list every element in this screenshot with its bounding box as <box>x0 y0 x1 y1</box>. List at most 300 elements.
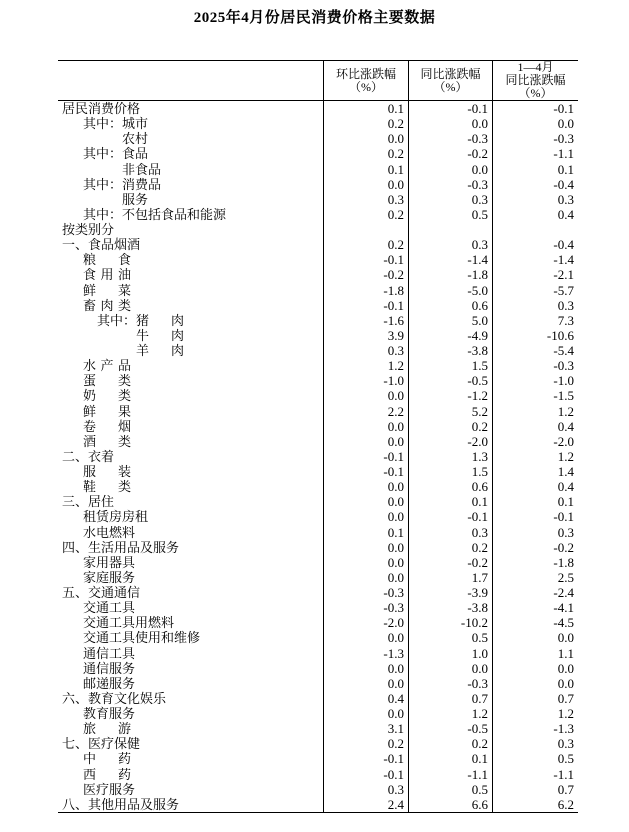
row-label-text: 酒类 <box>83 433 131 449</box>
table-row <box>58 313 578 328</box>
table-row <box>58 661 578 676</box>
table-row <box>58 343 578 358</box>
cell-mom: 0.0 <box>323 555 408 570</box>
cell-mom: 0.0 <box>323 570 408 585</box>
row-label <box>58 192 323 207</box>
cell-ytd: 0.7 <box>492 782 578 797</box>
cell-yoy: 0.2 <box>408 419 492 434</box>
table-row <box>58 207 578 222</box>
cell-yoy: -0.3 <box>408 676 492 691</box>
row-label <box>58 736 323 751</box>
column-header-line: 同比涨跌幅 <box>505 73 566 87</box>
cell-yoy <box>408 222 492 237</box>
corner-cell <box>58 61 323 100</box>
row-label-text: 服务 <box>122 191 149 207</box>
cell-ytd: 7.3 <box>492 313 578 328</box>
cell-mom: -0.1 <box>323 298 408 313</box>
cell-mom <box>323 222 408 237</box>
table-row <box>58 600 578 615</box>
cell-mom: 0.2 <box>323 237 408 252</box>
row-label-text: 鞋类 <box>83 479 131 495</box>
cell-yoy: 0.2 <box>408 736 492 751</box>
cell-yoy: -3.8 <box>408 600 492 615</box>
row-label-text: 农村 <box>122 131 149 147</box>
row-label <box>58 479 323 494</box>
cell-ytd: 0.4 <box>492 479 578 494</box>
row-label-text: 通信工具 <box>83 645 136 661</box>
cell-mom: -0.1 <box>323 751 408 766</box>
cell-ytd: -1.8 <box>492 555 578 570</box>
cell-mom: 0.0 <box>323 479 408 494</box>
cell-mom: 0.3 <box>323 192 408 207</box>
cell-mom: 2.4 <box>323 797 408 812</box>
row-label-text: 中药 <box>83 751 131 767</box>
row-label <box>58 343 323 358</box>
cell-mom: 3.9 <box>323 328 408 343</box>
cell-yoy: 0.3 <box>408 237 492 252</box>
cell-ytd: -0.4 <box>492 237 578 252</box>
cell-yoy: 1.7 <box>408 570 492 585</box>
cell-yoy: 0.1 <box>408 751 492 766</box>
cell-yoy: -4.9 <box>408 328 492 343</box>
cell-ytd: -0.3 <box>492 358 578 373</box>
cell-ytd: 0.3 <box>492 298 578 313</box>
cell-mom: 0.2 <box>323 146 408 161</box>
cell-yoy: 1.5 <box>408 464 492 479</box>
row-label <box>58 419 323 434</box>
cell-ytd: -5.7 <box>492 283 578 298</box>
cell-ytd <box>492 222 578 237</box>
table-row <box>58 585 578 600</box>
table-row <box>58 237 578 252</box>
cell-yoy: 0.2 <box>408 540 492 555</box>
row-label <box>58 540 323 555</box>
cell-mom: -0.1 <box>323 449 408 464</box>
cell-yoy: -3.8 <box>408 343 492 358</box>
column-header-yoy <box>408 61 492 100</box>
cell-ytd: 1.2 <box>492 706 578 721</box>
row-label-text: 鲜菜 <box>83 282 131 298</box>
cell-ytd: 0.3 <box>492 192 578 207</box>
row-label-text: 水电燃料 <box>83 524 136 540</box>
table-row <box>58 509 578 524</box>
row-label <box>58 797 323 812</box>
row-label <box>58 131 323 146</box>
cell-ytd: 0.3 <box>492 525 578 540</box>
table-row <box>58 146 578 161</box>
row-label-text: 卷烟 <box>83 418 131 434</box>
cell-ytd: 1.2 <box>492 449 578 464</box>
column-header-line: 1—4月 <box>517 60 554 74</box>
cell-mom: 0.0 <box>323 706 408 721</box>
cell-mom: -2.0 <box>323 615 408 630</box>
row-label <box>58 283 323 298</box>
table-row <box>58 630 578 645</box>
cell-mom: 0.2 <box>323 736 408 751</box>
cell-mom: 0.4 <box>323 691 408 706</box>
cell-yoy: 0.5 <box>408 630 492 645</box>
cell-yoy: 0.3 <box>408 192 492 207</box>
table-row <box>58 358 578 373</box>
row-label <box>58 237 323 252</box>
table-row <box>58 782 578 797</box>
cell-yoy: -1.8 <box>408 267 492 282</box>
row-label-text: 蛋类 <box>83 373 131 389</box>
row-label <box>58 298 323 313</box>
cell-yoy: -0.2 <box>408 555 492 570</box>
cell-mom: 0.0 <box>323 540 408 555</box>
cell-ytd: -1.3 <box>492 721 578 736</box>
row-label-prefix: 其中： <box>83 176 123 192</box>
row-label <box>58 509 323 524</box>
table-row <box>58 192 578 207</box>
row-label <box>58 207 323 222</box>
row-label-text: 一、食品烟酒 <box>62 237 141 253</box>
cell-yoy: 0.0 <box>408 661 492 676</box>
row-label-text: 按类别分 <box>62 222 115 237</box>
cell-mom: 3.1 <box>323 721 408 736</box>
cell-mom: -0.2 <box>323 267 408 282</box>
table-row <box>58 328 578 343</box>
row-label-text: 医疗服务 <box>83 781 136 797</box>
cell-ytd: 0.0 <box>492 630 578 645</box>
cell-yoy: -10.2 <box>408 615 492 630</box>
cell-yoy: 0.0 <box>408 162 492 177</box>
cell-yoy: 1.2 <box>408 706 492 721</box>
table-row <box>58 464 578 479</box>
table-row <box>58 298 578 313</box>
cell-yoy: -0.1 <box>408 509 492 524</box>
cell-yoy: 6.6 <box>408 797 492 812</box>
cell-yoy: -1.2 <box>408 388 492 403</box>
table-row <box>58 494 578 509</box>
row-label <box>58 146 323 161</box>
row-label <box>58 177 323 192</box>
row-label-text: 食用油 <box>83 267 131 283</box>
cell-ytd: -1.5 <box>492 388 578 403</box>
cell-yoy: 0.0 <box>408 116 492 131</box>
cell-mom: 2.2 <box>323 404 408 419</box>
table-row <box>58 479 578 494</box>
table-row <box>58 388 578 403</box>
row-label-prefix: 其中： <box>83 116 123 132</box>
cell-yoy: -0.1 <box>408 101 492 116</box>
row-label <box>58 570 323 585</box>
row-label-text: 消费品 <box>122 176 162 192</box>
row-label <box>58 555 323 570</box>
cell-mom: 0.0 <box>323 509 408 524</box>
cell-ytd: 1.4 <box>492 464 578 479</box>
row-label <box>58 494 323 509</box>
row-label-text: 羊肉 <box>136 343 184 358</box>
cpi-table <box>58 60 578 813</box>
table-row <box>58 797 578 812</box>
table-row <box>58 540 578 555</box>
row-label <box>58 388 323 403</box>
cell-ytd: -0.3 <box>492 131 578 146</box>
cell-ytd: 0.4 <box>492 207 578 222</box>
table-row <box>58 736 578 751</box>
cell-ytd: -0.2 <box>492 540 578 555</box>
cell-yoy: 0.1 <box>408 494 492 509</box>
row-label-text: 居民消费价格 <box>62 101 141 116</box>
row-label-prefix: 其中： <box>97 312 137 328</box>
table-row <box>58 615 578 630</box>
cell-yoy: 0.6 <box>408 479 492 494</box>
cell-mom: 0.1 <box>323 525 408 540</box>
row-label <box>58 751 323 766</box>
table-row <box>58 525 578 540</box>
cell-ytd: 1.2 <box>492 404 578 419</box>
row-label <box>58 101 323 116</box>
cell-ytd: -1.4 <box>492 252 578 267</box>
row-label-prefix: 其中： <box>83 206 123 222</box>
cell-mom: 0.3 <box>323 782 408 797</box>
table-row <box>58 373 578 388</box>
table-header-row <box>58 61 578 101</box>
row-label-text: 租赁房房租 <box>83 509 149 525</box>
table-row <box>58 162 578 177</box>
cell-mom: -0.1 <box>323 464 408 479</box>
table-row <box>58 721 578 736</box>
cell-yoy: 0.3 <box>408 525 492 540</box>
row-label-text: 西药 <box>83 766 131 782</box>
table-row <box>58 116 578 131</box>
table-row <box>58 283 578 298</box>
table-body <box>58 101 578 812</box>
table-row <box>58 449 578 464</box>
cell-yoy: -0.3 <box>408 131 492 146</box>
row-label-text: 食品 <box>122 146 149 162</box>
cell-yoy: -0.5 <box>408 373 492 388</box>
cell-ytd: -1.1 <box>492 767 578 782</box>
cell-yoy: -0.2 <box>408 146 492 161</box>
table-row <box>58 676 578 691</box>
column-header-line: （%） <box>433 79 468 94</box>
cell-ytd: 0.0 <box>492 116 578 131</box>
cell-mom: 0.0 <box>323 434 408 449</box>
row-label <box>58 313 323 328</box>
row-label-text: 旅游 <box>83 721 131 737</box>
row-label-text: 三、居住 <box>62 494 115 510</box>
row-label <box>58 449 323 464</box>
row-label <box>58 676 323 691</box>
row-label-text: 猪肉 <box>136 312 185 328</box>
cell-mom: 0.0 <box>323 630 408 645</box>
page-title: 2025年4月份居民消费价格主要数据 <box>193 10 436 26</box>
row-label <box>58 661 323 676</box>
table-row <box>58 570 578 585</box>
cell-mom: 0.0 <box>323 177 408 192</box>
cell-yoy: -0.5 <box>408 721 492 736</box>
row-label-text: 六、教育文化娱乐 <box>62 690 167 706</box>
row-label <box>58 782 323 797</box>
row-label <box>58 267 323 282</box>
column-header-line: （%） <box>349 79 383 94</box>
row-label-text: 鲜果 <box>83 403 131 419</box>
row-label <box>58 358 323 373</box>
row-label <box>58 585 323 600</box>
row-label-text: 七、医疗保健 <box>62 736 141 752</box>
table-row <box>58 646 578 661</box>
table-row <box>58 252 578 267</box>
row-label-text: 通信服务 <box>83 660 136 676</box>
table-row <box>58 706 578 721</box>
row-label-text: 粮食 <box>83 252 131 268</box>
cell-ytd: -5.4 <box>492 343 578 358</box>
cell-yoy: -5.0 <box>408 283 492 298</box>
cell-mom: 0.2 <box>323 116 408 131</box>
table-row <box>58 434 578 449</box>
row-label <box>58 328 323 343</box>
cell-ytd: 0.0 <box>492 676 578 691</box>
row-label <box>58 464 323 479</box>
row-label-prefix: 其中： <box>83 146 123 162</box>
cell-ytd: -1.1 <box>492 146 578 161</box>
table-row <box>58 767 578 782</box>
cell-mom: 0.0 <box>323 661 408 676</box>
cell-yoy: -0.3 <box>408 177 492 192</box>
table-row <box>58 177 578 192</box>
row-label <box>58 600 323 615</box>
table-row <box>58 267 578 282</box>
row-label <box>58 162 323 177</box>
row-label <box>58 630 323 645</box>
row-label-text: 二、衣着 <box>62 448 115 464</box>
cell-ytd: -0.1 <box>492 509 578 524</box>
column-header-line: （%） <box>518 86 553 100</box>
cell-mom: 0.0 <box>323 419 408 434</box>
cell-yoy: 0.7 <box>408 691 492 706</box>
row-label-text: 交通工具用燃料 <box>83 615 175 631</box>
row-label-text: 畜肉类 <box>83 297 131 313</box>
row-label-text: 城市 <box>122 116 149 132</box>
cell-mom: 0.3 <box>323 343 408 358</box>
cell-mom: -0.1 <box>323 767 408 782</box>
row-label <box>58 767 323 782</box>
cell-mom: -0.3 <box>323 600 408 615</box>
cell-ytd: -0.4 <box>492 177 578 192</box>
table-row <box>58 222 578 237</box>
cell-mom: -1.0 <box>323 373 408 388</box>
row-label <box>58 615 323 630</box>
row-label-text: 四、生活用品及服务 <box>62 539 180 555</box>
table-row <box>58 404 578 419</box>
cell-mom: 0.1 <box>323 101 408 116</box>
row-label-text: 五、交通通信 <box>62 585 141 600</box>
cell-ytd: -4.1 <box>492 600 578 615</box>
row-label-text: 交通工具 <box>83 600 136 616</box>
cell-yoy: -2.0 <box>408 434 492 449</box>
cell-ytd: -4.5 <box>492 615 578 630</box>
row-label <box>58 721 323 736</box>
table-row <box>58 419 578 434</box>
column-header-mom <box>323 61 408 100</box>
cell-mom: -1.3 <box>323 646 408 661</box>
cell-yoy: 0.6 <box>408 298 492 313</box>
row-label <box>58 404 323 419</box>
cell-ytd: 1.1 <box>492 646 578 661</box>
cell-ytd: 0.1 <box>492 494 578 509</box>
cell-ytd: 0.5 <box>492 751 578 766</box>
cell-yoy: -1.1 <box>408 767 492 782</box>
row-label <box>58 252 323 267</box>
row-label <box>58 222 323 237</box>
cell-ytd: -2.0 <box>492 434 578 449</box>
row-label-text: 不包括食品和能源 <box>122 206 227 222</box>
row-label-text: 交通工具使用和维修 <box>83 630 201 646</box>
row-label-text: 教育服务 <box>83 706 136 721</box>
row-label <box>58 373 323 388</box>
row-label-text: 奶类 <box>83 388 131 404</box>
row-label-text: 水产品 <box>83 358 131 374</box>
cell-mom: -1.6 <box>323 313 408 328</box>
row-label-text: 牛肉 <box>136 327 184 343</box>
row-label-text: 八、其他用品及服务 <box>62 796 180 812</box>
cell-mom: 0.0 <box>323 131 408 146</box>
cell-ytd: 2.5 <box>492 570 578 585</box>
cell-mom: 1.2 <box>323 358 408 373</box>
row-label <box>58 706 323 721</box>
cell-yoy: 5.2 <box>408 404 492 419</box>
row-label-text: 服装 <box>83 464 131 479</box>
cell-ytd: 0.0 <box>492 661 578 676</box>
row-label <box>58 525 323 540</box>
column-header-ytd <box>492 61 578 100</box>
table-row <box>58 751 578 766</box>
cell-ytd: -10.6 <box>492 328 578 343</box>
cell-mom: -0.1 <box>323 252 408 267</box>
cell-ytd: 0.7 <box>492 691 578 706</box>
cell-mom: -0.3 <box>323 585 408 600</box>
cell-yoy: -3.9 <box>408 585 492 600</box>
table-row <box>58 131 578 146</box>
cell-yoy: 0.5 <box>408 207 492 222</box>
table-row <box>58 101 578 116</box>
cell-ytd: -2.4 <box>492 585 578 600</box>
row-label <box>58 434 323 449</box>
cell-ytd: 0.1 <box>492 162 578 177</box>
cell-ytd: 0.4 <box>492 419 578 434</box>
cell-mom: -1.8 <box>323 283 408 298</box>
cell-yoy: 5.0 <box>408 313 492 328</box>
cell-ytd: 0.3 <box>492 736 578 751</box>
cell-mom: 0.0 <box>323 388 408 403</box>
row-label <box>58 646 323 661</box>
table-row <box>58 555 578 570</box>
cell-ytd: -0.1 <box>492 101 578 116</box>
cell-mom: 0.0 <box>323 494 408 509</box>
column-header-line: 同比涨跌幅 <box>420 66 481 81</box>
cell-mom: 0.2 <box>323 207 408 222</box>
cell-yoy: 1.5 <box>408 358 492 373</box>
cell-ytd: 6.2 <box>492 797 578 812</box>
cell-yoy: 1.0 <box>408 646 492 661</box>
row-label-text: 非食品 <box>122 161 162 177</box>
cell-ytd: -1.0 <box>492 373 578 388</box>
row-label <box>58 691 323 706</box>
row-label-text: 家用器具 <box>83 554 136 570</box>
row-label-text: 家庭服务 <box>83 569 136 585</box>
cell-yoy: 1.3 <box>408 449 492 464</box>
row-label <box>58 116 323 131</box>
column-header-line: 环比涨跌幅 <box>335 66 396 81</box>
cell-mom: 0.0 <box>323 676 408 691</box>
cell-ytd: -2.1 <box>492 267 578 282</box>
cell-yoy: -1.4 <box>408 252 492 267</box>
cell-yoy: 0.5 <box>408 782 492 797</box>
table-row <box>58 691 578 706</box>
